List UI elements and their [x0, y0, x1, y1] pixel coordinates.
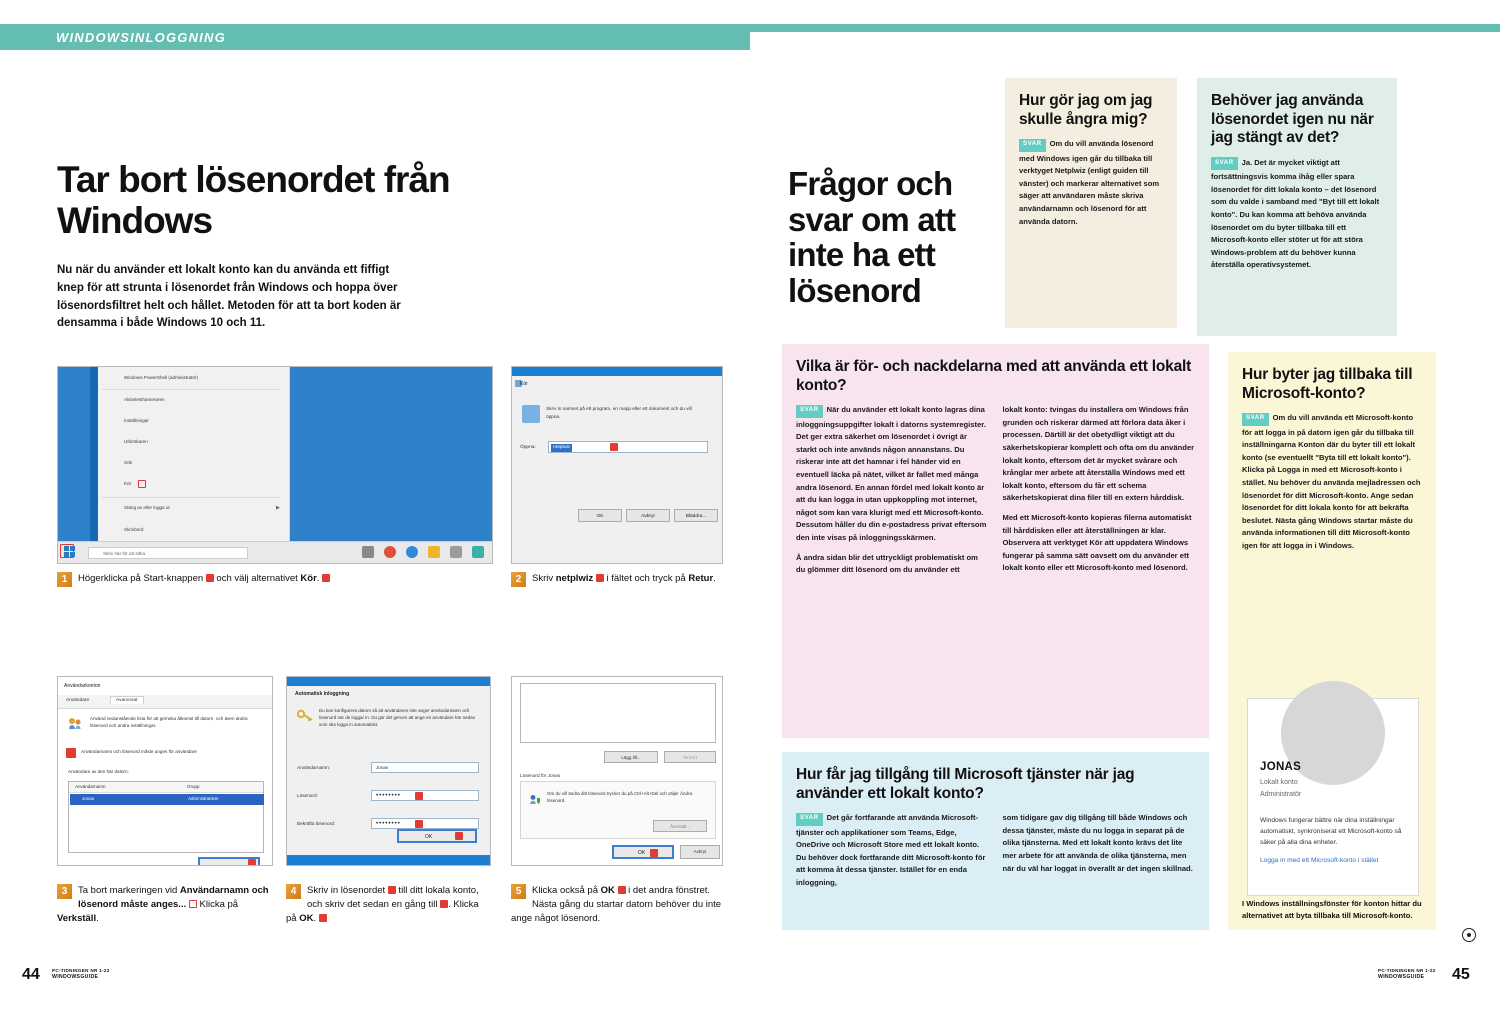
- menu-item-taskmanager[interactable]: Aktivitetshanteraren: [124, 397, 165, 402]
- step-5-marker: [618, 886, 626, 894]
- logo-line-2-left: WINDOWSGUIDE: [52, 973, 99, 980]
- label-password: Lösenord:: [297, 793, 318, 798]
- useraccounts-description: Använd nedanstående lista för att ge/neka åtkomst till datorn, och även ändra lösenord och andra inställningar.: [90, 716, 248, 729]
- final-ok-label: OK: [638, 850, 646, 856]
- open-input-value: netplwiz: [553, 445, 571, 450]
- step-4-text-d: .: [313, 912, 317, 924]
- screenshot-step-3: [57, 676, 273, 866]
- account-type: Lokalt konto: [1260, 779, 1298, 786]
- menu-divider: [102, 389, 280, 390]
- taskbar-icons: [362, 546, 484, 558]
- logo-line-2-right: WINDOWSGUIDE: [1378, 973, 1425, 980]
- input-confirm[interactable]: [371, 818, 479, 829]
- row-username: Jonas: [82, 796, 95, 801]
- box-behover-text: Ja. Det är mycket viktigt att fortsättningsvis komma ihåg eller spara lösenordet för ditt lokala konto – det lösenord som du valde i samband med "Byt till ett lokalt konto". Du kan komma att behöva använda lösenordet om du byter tillbaka till ett Microsoft-konto eller stöter ut för att störa Windows-problem att du behöver kunna återställa operativsystemet.: [1211, 157, 1380, 270]
- cancel-button[interactable]: Avbryt: [626, 509, 670, 522]
- box-vilka-col1-p1: [796, 404, 989, 544]
- page-number-right: 45: [1452, 966, 1470, 983]
- browse-button[interactable]: Bläddra...: [674, 509, 718, 522]
- step-4-text-a: Skriv in lösenordet: [307, 885, 388, 896]
- highlight-marker-netplwiz: [610, 443, 618, 451]
- box-hur-col1-p: [796, 812, 989, 889]
- highlight-marker-run: [138, 480, 146, 488]
- box-hur-col1-text: Det går fortfarande att använda Microsoft-tjänster och applikationer som Teams, Edge, OneDrive och Microsoft Store med ett lokalt konto. Du behöver dock fortfarande ditt Microsoft-konto för att komma åt dessa tjänster. Istället för en enda inloggning,: [796, 813, 986, 888]
- taskbar-search-field[interactable]: Skriv här för att söka: [88, 547, 248, 559]
- box-hur-col-2: [1003, 812, 1196, 896]
- highlight-marker-start: [60, 544, 74, 558]
- users-icon: [68, 717, 83, 730]
- step-1-marker-a: [206, 574, 214, 582]
- step-4-marker-b: [440, 900, 448, 908]
- menu-item-search[interactable]: Sök: [124, 460, 132, 465]
- step-3-bold-2: Verkställ: [57, 912, 97, 924]
- answer-badge: SVAR: [1019, 139, 1046, 152]
- end-of-article-marker: [1462, 928, 1476, 942]
- open-label: Öppna:: [520, 445, 536, 450]
- menu-item-settings[interactable]: Inställningar: [124, 418, 149, 423]
- ok-button[interactable]: OK: [578, 509, 622, 522]
- box-vilka-col-1: [796, 404, 989, 584]
- step-1-marker-b: [322, 574, 330, 582]
- password-section-label: Lösenord för Jonas: [520, 773, 561, 778]
- box-behover-losenord: [1197, 78, 1397, 336]
- users-list-caption: Användare av den här datorn:: [68, 769, 129, 774]
- autologin-ok-button[interactable]: [397, 829, 477, 843]
- box-angra-mig: [1005, 78, 1177, 328]
- useraccounts-tabbar: [58, 695, 272, 709]
- step-caption-2: [511, 572, 726, 587]
- label-username: Användarnamn:: [297, 765, 331, 770]
- menu-accent-bar: [90, 367, 98, 549]
- answer-badge-2: SVAR: [1211, 157, 1238, 170]
- final-ok-button[interactable]: [612, 845, 674, 859]
- autologin-footerbar: [287, 855, 490, 865]
- input-username[interactable]: [371, 762, 479, 773]
- browser-icon[interactable]: [384, 546, 396, 558]
- step-3-text-b: Klicka på: [196, 898, 239, 910]
- menu-item-desktop[interactable]: Skrivbord: [124, 527, 144, 532]
- step-1-text-b: och välj alternativet: [213, 573, 301, 584]
- account-description: Windows fungerar bättre när dina inställningar automatiskt, synkroniserat ett Microsoft-konto så säker på alla dina enheter.: [1260, 817, 1402, 847]
- taskbar: [58, 541, 492, 563]
- screenshot-step-1: [57, 366, 493, 564]
- step-1-text-a: Högerklicka på Start-knappen: [78, 573, 206, 584]
- table-row[interactable]: [70, 794, 264, 805]
- account-role: Administratör: [1260, 790, 1302, 798]
- password-section-description: Om du vill ändra ditt lösenord trycker du på Ctrl+Alt+Del och väljer Ändra lösenord.: [547, 791, 693, 804]
- tab-anvandare[interactable]: Användare: [66, 698, 90, 703]
- step-caption-4: [286, 884, 486, 925]
- start-context-menu: [90, 367, 290, 549]
- step-4-text-c: . Klicka på: [286, 898, 479, 924]
- remove-button[interactable]: Ta bort: [664, 751, 716, 763]
- box-hur-col2-p: som tidigare gav dig tillgång till både Windows och dessa tjänster, måste du nu logga in separat på de olika tjänsterna. Med ett lokalt konto krävs det lite mer arbete för att använda de olika tjänsterna, men när du väl har loggat in överallt är det ingen skillnad.: [1002, 813, 1193, 873]
- step-2-marker: [596, 574, 604, 582]
- final-cancel-button[interactable]: Avbryt: [680, 845, 720, 859]
- mail-icon[interactable]: [472, 546, 484, 558]
- box-vilka-col2-p2: Med ett Microsoft-konto kopieras filerna automatiskt till hårddisken eller att återställningen är klar. Observera att verktyget Kör att uppdatera Windows fungerar på samma sätt oavsett om du använder ett lokalt konto eller ett Microsoft-konto med lösenord.: [1002, 512, 1192, 573]
- step-caption-1: [57, 572, 347, 587]
- label-confirm: Bekräfta lösenord:: [297, 821, 336, 826]
- input-password-value: ••••••••: [376, 793, 401, 799]
- input-confirm-value: ••••••••: [376, 821, 401, 827]
- step-3-text-a: Ta bort markeringen vid: [78, 885, 180, 896]
- highlight-marker-ok4: [455, 832, 463, 840]
- answer-badge-3: SVAR: [796, 405, 823, 418]
- switch-to-microsoft-link[interactable]: Logga in med ett Microsoft-konto i stället: [1260, 857, 1379, 864]
- magazine-logo-right: [1378, 968, 1440, 983]
- logo-line-1-right: PC-TIDNINGEN NR 1-22: [1378, 968, 1436, 973]
- step-2-bold: netplwiz: [555, 573, 594, 584]
- input-username-value: Jonas: [376, 765, 389, 770]
- dialog-title-text: Kör: [520, 381, 528, 387]
- box-byter-title: Hur byter jag tillbaka till Microsoft-konto?: [1242, 366, 1413, 402]
- highlight-marker-apply: [248, 859, 256, 866]
- step-1-bold: Kör: [300, 573, 317, 584]
- category-label: WINDOWSINLOGGNING: [56, 30, 226, 45]
- highlight-marker-confirm: [415, 820, 423, 828]
- box-angra-title: Hur gör jag om jag skulle ångra mig?: [1019, 92, 1153, 128]
- box-angra-text: Om du vill använda lösenord med Windows igen går du tillbaka till verktyget Netplwiz (enligt guiden till vänster) och markerar alternativet som säger att användaren måste skriva användarnamn och lösenord för att använda datorn.: [1019, 139, 1160, 226]
- menu-item-shutdown[interactable]: Stäng av eller logga ut: [124, 505, 170, 510]
- password-required-label: Användarnamn och lösenord måste anges för användare: [81, 749, 197, 754]
- useraccounts-title: Användarkonton: [64, 683, 101, 689]
- page-title: Tar bort lösenordet från Windows: [57, 159, 450, 241]
- autologin-description: Du kan konfigurera datorn så att användaren inte anger användarnamn och lösenord när de loggar in. Du gör det genom att ange en användare här nedan som ska logga in automatiskt.: [319, 708, 476, 728]
- input-password[interactable]: [371, 790, 479, 801]
- box-behover-body: [1211, 157, 1383, 272]
- step-2-text-a: Skriv: [532, 573, 556, 584]
- box-vilka-col-2: [1003, 404, 1196, 584]
- column-username: Användarnamn: [75, 784, 106, 789]
- step-caption-5: [511, 884, 723, 925]
- answer-badge-5: SVAR: [1242, 413, 1269, 426]
- box-vilka-col1-p2: Å andra sidan blir det uttryckligt problematiskt om du glömmer ditt lösenord om du använder ett: [796, 552, 978, 575]
- box-angra-body: [1019, 138, 1163, 228]
- step-number-1: 1: [57, 572, 72, 587]
- step-2-text-b: i fältet och tryck på: [603, 573, 689, 584]
- menu-divider-2: [102, 497, 280, 498]
- qa-page-title: Frågor och svar om att inte ha ett lösenord: [788, 165, 956, 309]
- autologin-ok-label: OK: [425, 834, 433, 840]
- highlight-marker-checkbox: [66, 748, 76, 758]
- dialog-titlebar: [512, 367, 722, 376]
- box-microsoft-tjanster: [782, 752, 1209, 930]
- step-3-bold: Användarnamn och lösenord måste anges...: [78, 885, 269, 910]
- box-vilka-title: Vilka är för- och nackdelarna med att använda ett lokalt konto?: [796, 358, 1192, 394]
- menu-item-run[interactable]: Kör: [124, 481, 132, 486]
- highlight-marker-password: [415, 792, 423, 800]
- intro-paragraph: Nu när du använder ett lokalt konto kan du använda ett fiffigt knep för att strunta i lösenordet från Windows och hoppa över lösenordsfiltret helt och hållet. Metoden för att ta bort koden är densamma i både Windows 10 och 11.: [57, 264, 401, 330]
- step-2-text-c: .: [713, 573, 716, 584]
- box-byter-text: Om du vill använda ett Microsoft-konto för att logga in på datorn igen går du tillbaka till inställningarna Konton där du byter till ett lokalt konto (se eventuellt "Byta till ett lokalt konto"). Klicka på Logga in med ett Microsoft-konto i stället. Nu behöver du använda mejladressen och lösenordet för ditt Microsoft-konto. Ange sedan lösenordet för ditt lokala konto för att bekräfta beslutet. Nästa gång Windows startar måste du använda informationen till ditt Microsoft-konto igen för att logga in i Windows.: [1242, 413, 1421, 550]
- step-4-text-b: till ditt lokala konto, och skriv det sedan en gång till: [307, 885, 479, 910]
- row-group: Administratörer: [188, 796, 219, 801]
- edge-icon[interactable]: [406, 546, 418, 558]
- final-list-panel: [520, 683, 716, 743]
- step-number-4: 4: [286, 884, 301, 899]
- step-4-marker-a: [388, 886, 396, 894]
- taskview-icon[interactable]: [362, 546, 374, 558]
- logo-line-1-left: PC-TIDNINGEN NR 1-22: [52, 968, 110, 973]
- key-icon: [297, 709, 313, 723]
- screenshot-step-5: [511, 676, 723, 866]
- box-behover-title: Behöver jag använda lösenordet igen nu när jag stängt av det?: [1211, 92, 1374, 147]
- reset-button[interactable]: Återställ...: [653, 820, 707, 832]
- step-3-marker: [189, 900, 197, 908]
- column-group: Grupp: [187, 784, 200, 789]
- highlight-marker-ok5: [650, 849, 658, 857]
- step-4-bold: OK: [299, 912, 314, 924]
- screenshot-step-4: [286, 676, 491, 866]
- run-large-icon: [522, 405, 540, 423]
- dialog-description: Skriv in namnet på ett program, en mapp eller ett dokument och du vill öppna.: [546, 406, 692, 419]
- box-vilka-col1-text1: När du använder ett lokalt konto lagras dina inloggningsuppgifter lokalt i datorns systemregister. Det ger extra säkerhet om lösenordet i övrigt är starkt och inte används någon annanstans. Du riskerar inte att det hamnar i fel händer vid en eventuell läcka på nätet, vilket är fallet med många andra lösenord. En annan fördel med lokalt konto är att du kan logga in utan uppkoppling mot internet, något som kan vara klurigt med ett Microsoft-konto. Dessutom håller du din e-postadress privat eftersom den inte visas på inloggningsskärmen.: [796, 405, 987, 542]
- step-number-5: 5: [511, 884, 526, 899]
- open-input[interactable]: [548, 441, 708, 453]
- box-hur-title: Hur får jag tillgång till Microsoft tjänster när jag använder ett lokalt konto?: [796, 766, 1135, 802]
- account-meta: [1260, 777, 1301, 800]
- password-section-group: [520, 781, 716, 839]
- answer-badge-4: SVAR: [796, 813, 823, 826]
- step-2-bold-2: Retur: [688, 573, 714, 584]
- step-3-text-c: .: [96, 912, 99, 924]
- step-5-bold: OK: [600, 885, 615, 896]
- chevron-right-icon: ▶: [276, 505, 280, 511]
- explorer-icon[interactable]: [428, 546, 440, 558]
- step-5-text-a: Klicka också på: [532, 885, 601, 896]
- step-5-text-b: i det andra fönstret. Nästa gång du startar datorn behöver du inte ange något lösenord.: [511, 885, 722, 924]
- menu-item-explorer[interactable]: Utforskaren: [124, 439, 148, 444]
- page-number-left: 44: [22, 966, 40, 983]
- box-hur-columns: [796, 812, 1195, 896]
- autologin-titlebar: [287, 677, 490, 686]
- step-4-marker-c: [319, 914, 327, 922]
- step-number-3: 3: [57, 884, 72, 899]
- box-byter-body: [1242, 412, 1422, 552]
- menu-item-powershell[interactable]: Windows PowerShell (administratör): [124, 375, 199, 380]
- magazine-logo-left: [52, 968, 114, 983]
- add-button[interactable]: Lägg till...: [604, 751, 658, 763]
- users-list-header: [69, 782, 263, 793]
- step-number-2: 2: [511, 572, 526, 587]
- autologin-title: Automatisk inloggning: [295, 691, 350, 697]
- user-shield-icon: [529, 792, 541, 803]
- screenshot-account-card: [1247, 698, 1419, 896]
- box-vilka-columns: [796, 404, 1195, 584]
- box-byter-caption: I Windows inställningsfönster för konton hittar du alternativet att byta tillbaka till Microsoft-konto.: [1242, 899, 1422, 921]
- box-for-och-nackdelar: [782, 344, 1209, 738]
- box-vilka-col2-p1: lokalt konto: tvingas du installera om Windows från grunden och riskerar därmed att förlora data åker i processen. Därtill är det obetydligt viktigt att du säkerhetskopierar komplett och ofta om du använder lokalt konto, eftersom det är mycket svårare och krånglar mer arbete att återställa Windows med ett lokalt konto, eftersom du får ett schema säkerhetskopierat dina filer till en extern hårddisk.: [1002, 405, 1195, 503]
- step-1-text-c: .: [316, 573, 320, 584]
- tab-avancerat[interactable]: Avancerat: [110, 696, 144, 704]
- account-name: JONAS: [1260, 761, 1302, 773]
- screenshot-step-2: [511, 366, 723, 564]
- users-list[interactable]: [68, 781, 264, 853]
- box-hur-col-1: [796, 812, 989, 896]
- photos-icon[interactable]: [450, 546, 462, 558]
- step-caption-3: [57, 884, 272, 925]
